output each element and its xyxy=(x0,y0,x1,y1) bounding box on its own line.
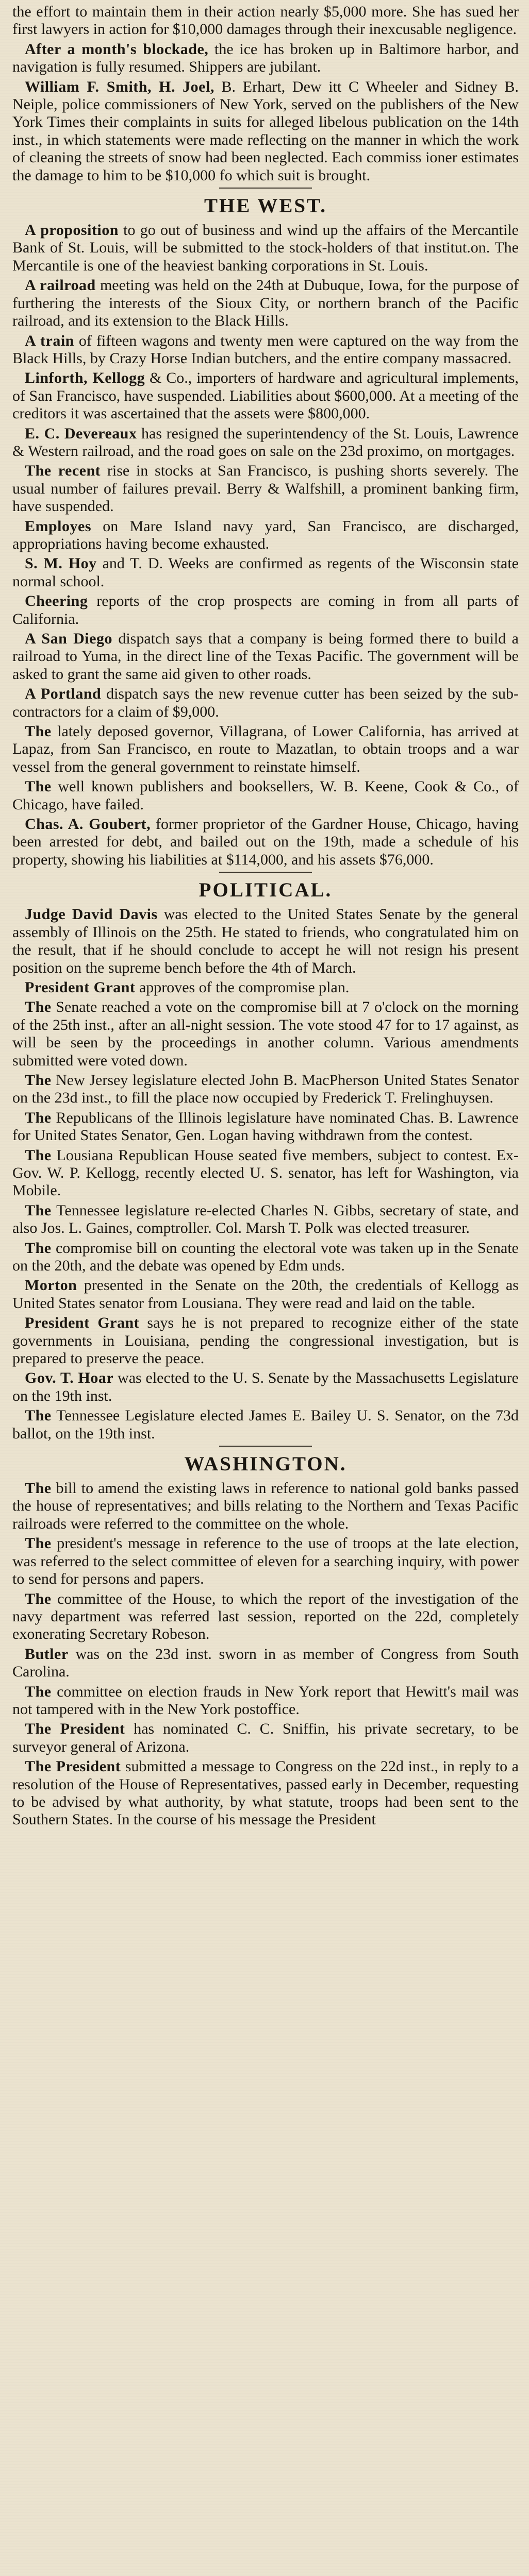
news-item xyxy=(12,1480,519,1533)
news-item-lead: The xyxy=(25,1590,52,1607)
news-item xyxy=(12,1407,519,1443)
news-item xyxy=(12,425,519,461)
news-item-lead: The President xyxy=(25,1720,125,1738)
news-item xyxy=(12,518,519,553)
news-item xyxy=(12,1758,519,1829)
news-item xyxy=(12,592,519,628)
news-item-body: Tennessee Legislature elected James E. Bailey U. S. Senator, on the 73d ballot, on the 19th inst. xyxy=(12,1407,519,1442)
news-item-lead: Gov. T. Hoar xyxy=(25,1369,114,1387)
news-item-body: says he is not prepared to recognize either of the state governments in Louisiana, pending the congressional investigation, but is prepared to preserve the peace. xyxy=(12,1314,519,1367)
news-item xyxy=(12,1590,519,1643)
news-item-body: Lousiana Republican House seated five members, subject to contest. Ex-Gov. W. P. Kellogg, recently elected U. S. senator, has left for Washington, via Mobile. xyxy=(12,1146,519,1199)
news-item-body: was on the 23d inst. sworn in as member of Congress from South Carolina. xyxy=(12,1645,519,1681)
news-item-body: dispatch says the new revenue cutter has been seized by the sub-contractors for a claim of $9,000. xyxy=(12,685,519,720)
news-item-body: Republicans of the Illinois legislature have nominated Chas. B. Lawrence for United States Senator, Gen. Logan having withdrawn from the contest. xyxy=(12,1109,519,1144)
news-item-lead: A railroad xyxy=(25,277,96,294)
news-item xyxy=(12,979,519,996)
news-item xyxy=(12,277,519,330)
news-item-body: Senate reached a vote on the compromise bill at 7 o'clock on the morning of the 25th inst., after an all-night session. The vote stood 47 for to 17 against, as will be seen by the proceedings in another column. Various amendments submitted were voted down. xyxy=(12,998,519,1069)
news-item xyxy=(12,998,519,1070)
news-item-lead: The xyxy=(25,723,52,740)
news-item-lead: A Portland xyxy=(25,685,102,703)
news-item xyxy=(12,1369,519,1405)
section-rule xyxy=(219,872,312,873)
news-item-body: committee on election frauds in New York report that Hewitt's mail was not tampered with in the New York postoffice. xyxy=(12,1683,519,1718)
intro-body-2: B. Erhart, Dew itt C Wheeler and Sidney B. Neiple, police commissioners of New York, served on the publishers of the New York Times their complaints in suits for alleged libelous publication on the 14th inst., in which statements were made reflecting on the manner in which the work of cleaning the streets of snow had been neglected. Each commiss ioner estimates the damage to him to be $10,000 fo which suit is brought. xyxy=(12,78,519,184)
news-item-body: was elected to the U. S. Senate by the Massachusetts Legislature on the 19th inst. xyxy=(12,1369,519,1404)
news-item-lead: The xyxy=(25,1071,52,1089)
news-item xyxy=(12,1202,519,1238)
news-item xyxy=(12,1535,519,1588)
news-item-body: has nominated C. C. Sniffin, his private secretary, to be surveyor general of Arizona. xyxy=(12,1720,519,1755)
intro-lead-2: William F. Smith, H. Joel, xyxy=(25,78,214,95)
news-item xyxy=(12,723,519,776)
news-item xyxy=(12,369,519,422)
news-item-lead: The President xyxy=(25,1758,121,1775)
news-item xyxy=(12,1683,519,1719)
news-item-body: Tennessee legislature re-elected Charles N. Gibbs, secretary of state, and also Jos. L. Gaines, comptroller. Col. Marsh T. Polk was elected treasurer. xyxy=(12,1201,519,1237)
news-item xyxy=(12,1072,519,1107)
news-item-body: has resigned the superintendency of the St. Louis, Lawrence & Western railroad, and the road goes on sale on the 23d proximo, on mortgages. xyxy=(12,425,519,460)
news-item xyxy=(12,1147,519,1200)
news-column xyxy=(12,3,519,1829)
news-item-body: lately deposed governor, Villagrana, of Lower California, has arrived at Lapaz, from San Francisco, en route to Mazatlan, to obtain troops and a war vessel from the general government to reinstate himself. xyxy=(12,723,519,775)
news-item-lead: S. M. Hoy xyxy=(25,555,97,572)
news-item-lead: Linforth, Kellogg xyxy=(25,369,145,387)
news-item xyxy=(12,222,519,275)
news-item-body: submitted a message to Congress on the 22d inst., in reply to a resolution of the House of Representatives, passed early in December, requesting to be advised by what authority, by what statute, troops had been sent to the Southern States. In the course of his message the President xyxy=(12,1758,519,1828)
section-rule xyxy=(219,1446,312,1447)
news-item-body: reports of the crop prospects are coming in from all parts of California. xyxy=(12,592,519,628)
news-item xyxy=(12,1277,519,1312)
news-item-body: compromise bill on counting the electoral vote was taken up in the Senate on the 20th, and the debate was opened by Edm unds. xyxy=(12,1239,519,1274)
news-item-lead: A train xyxy=(25,332,74,349)
section-heading: WASHINGTON. xyxy=(184,1453,347,1476)
section-paragraphs xyxy=(12,222,519,869)
news-item-body: and T. D. Weeks are confirmed as regents of the Wisconsin state normal school. xyxy=(12,555,519,590)
news-item-lead: The xyxy=(25,778,52,795)
news-item-lead: The recent xyxy=(25,462,101,480)
news-item-body: former proprietor of the Gardner House, Chicago, having been arrested for debt, and bailed out on the 19th, made a schedule of his property, showing his liabilities at $114,000, and his assets $76,000. xyxy=(12,816,519,868)
section-paragraphs xyxy=(12,1480,519,1829)
news-item-lead: The xyxy=(25,1683,52,1700)
intro-lead-1: After a month's blockade, xyxy=(25,40,209,58)
news-item xyxy=(12,816,519,869)
news-item-body: approves of the compromise plan. xyxy=(135,978,350,996)
intro-body-1: the ice has broken up in Baltimore harbor, and navigation is fully resumed. Shippers are jubilant. xyxy=(12,40,519,76)
news-item-lead: Butler xyxy=(25,1645,69,1663)
news-item-body: was elected to the United States Senate by the general assembly of Illinois on the 25th. He stated to friends, who congratulated him on the result, that if he should conclude to accept he will not resign his present position on the supreme bench before the 4th of March. xyxy=(12,906,519,976)
news-item-body: presented in the Senate on the 20th, the credentials of Kellogg as United States senator from Lousiana. They were read and laid on the table. xyxy=(12,1277,519,1312)
news-item-body: of fifteen wagons and twenty men were captured on the way from the Black Hills, by Crazy Horse Indian butchers, and the entire company massacred. xyxy=(12,332,519,367)
news-item-lead: E. C. Devereaux xyxy=(25,425,137,442)
section-washington xyxy=(12,1446,519,1829)
news-item-lead: The xyxy=(25,1109,52,1126)
news-item xyxy=(12,906,519,977)
news-item-body: dispatch says that a company is being formed there to build a railroad to Yuma, in the direct line of the Texas Pacific. The government will be asked to grant the same aid given to other roads. xyxy=(12,630,519,683)
intro-paragraph-0: the effort to maintain them in their action nearly $5,000 more. She has sued her first lawyers in action for $10,000 damages through their inexcusable negligence. xyxy=(12,3,519,38)
news-item xyxy=(12,555,519,590)
section-heading: POLITICAL. xyxy=(199,879,333,902)
news-item-lead: The xyxy=(25,1146,52,1164)
news-item xyxy=(12,1646,519,1681)
news-item-lead: The xyxy=(25,1480,52,1497)
section-rule xyxy=(219,188,312,189)
news-item-body: bill to amend the existing laws in reference to national gold banks passed the house of representatives; and bills relating to the Northern and Texas Pacific railroads were referred to the committee on the whole. xyxy=(12,1480,519,1532)
section-heading: THE WEST. xyxy=(204,195,327,217)
news-item-lead: President Grant xyxy=(25,978,136,996)
news-item xyxy=(12,1109,519,1145)
intro-paragraph-2 xyxy=(12,78,519,184)
news-item xyxy=(12,462,519,515)
news-item-body: New Jersey legislature elected John B. MacPherson United States Senator on the 23d inst., to fill the place now occupied by Frederick T. Frelinghuysen. xyxy=(12,1071,519,1107)
news-item-body: president's message in reference to the use of troops at the late election, was referred to the select committee of eleven for a searching inquiry, with power to send for persons and papers. xyxy=(12,1535,519,1588)
section-paragraphs xyxy=(12,906,519,1443)
intro-block xyxy=(12,3,519,184)
news-item-lead: Morton xyxy=(25,1277,77,1294)
news-item-body: well known publishers and booksellers, W. B. Keene, Cook & Co., of Chicago, have failed. xyxy=(12,778,519,813)
news-item xyxy=(12,1240,519,1275)
news-item xyxy=(12,685,519,721)
news-item-lead: A San Diego xyxy=(25,630,112,647)
news-item-body: to go out of business and wind up the affairs of the Mercantile Bank of St. Louis, will be submitted to the stock-holders of that institut.on. The Mercantile is one of the heaviest banking corporations in St. Louis. xyxy=(12,222,519,274)
news-item-lead: The xyxy=(25,1535,52,1552)
section-the-west xyxy=(12,188,519,869)
news-item xyxy=(12,1314,519,1367)
news-item xyxy=(12,630,519,683)
news-item-lead: A proposition xyxy=(25,222,119,239)
news-item xyxy=(12,1720,519,1756)
news-item-body: committee of the House, to which the report of the investigation of the navy department was referred last session, reported on the 22d, completely exonerating Secretary Robeson. xyxy=(12,1590,519,1643)
news-item-body: rise in stocks at San Francisco, is pushing shorts severely. The usual number of failures prevail. Berry & Walfshill, a prominent banking firm, have suspended. xyxy=(12,462,519,515)
news-item-lead: Cheering xyxy=(25,592,88,610)
news-item-lead: The xyxy=(25,1201,52,1219)
news-item-lead: The xyxy=(25,998,52,1016)
intro-paragraph-1 xyxy=(12,41,519,76)
news-item-body: on Mare Island navy yard, San Francisco, are discharged, appropriations having become exhausted. xyxy=(12,517,519,552)
news-item xyxy=(12,778,519,814)
news-item-lead: President Grant xyxy=(25,1314,140,1332)
news-item-lead: Judge David Davis xyxy=(25,906,158,923)
section-political xyxy=(12,872,519,1443)
news-item-lead: Employes xyxy=(25,517,92,535)
news-item xyxy=(12,332,519,368)
news-item-lead: The xyxy=(25,1407,52,1425)
news-item-lead: The xyxy=(25,1239,52,1257)
news-item-body: meeting was held on the 24th at Dubuque, Iowa, for the purpose of furthering the interests of the Sioux City, or northern branch of the Pacific railroad, and its extension to the Black Hills. xyxy=(12,277,519,330)
news-item-body: & Co., importers of hardware and agricultural implements, of San Francisco, have suspended. Liabilities about $600,000. At a meeting of the creditors it was ascertained that the assets were $800,000. xyxy=(12,369,519,422)
news-item-lead: Chas. A. Goubert, xyxy=(25,816,151,833)
